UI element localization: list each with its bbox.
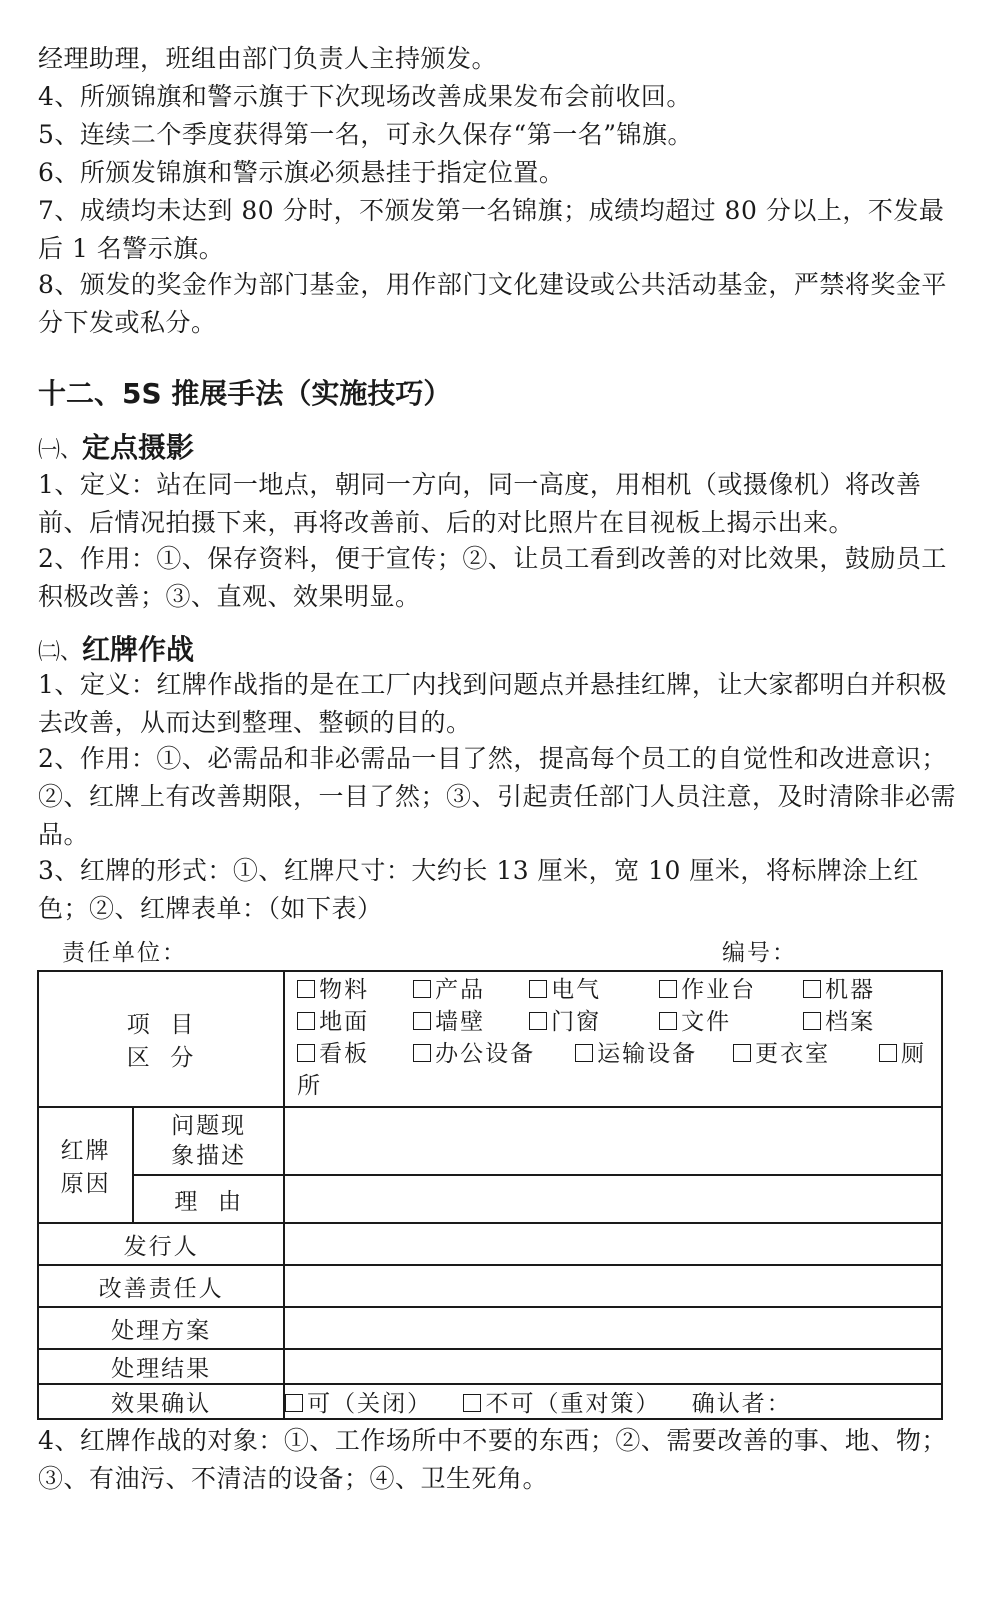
reason-label-line1: 红牌 [60,1138,111,1164]
checkbox-icon [529,1012,547,1030]
subsection-number: ㈠、 [38,438,83,463]
problem-label-line2: 象描述 [171,1143,247,1169]
form-row-problem [38,1107,942,1175]
effect-ng-label: 不可（重对策） [485,1391,661,1417]
effect-ok-option[interactable] [285,1391,432,1417]
red-tag-format: 3、红牌的形式：①、红牌尺寸：大约长 13 厘米，宽 10 厘米，将标牌涂上红色；②、红牌表单：（如下表） [38,856,919,923]
category-option-label: 产品 [435,977,486,1003]
category-option-label: 文件 [681,1009,732,1035]
checkbox-icon [285,1394,303,1412]
category-option[interactable] [803,974,875,1006]
form-row-effect [38,1384,942,1419]
effect-ng-option[interactable] [463,1391,660,1417]
category-option-label: 电气 [551,977,602,1003]
reason-label-cell [38,1107,133,1223]
category-option[interactable] [297,1006,413,1038]
checkbox-icon [659,980,677,998]
category-option-label: 档案 [825,1009,876,1035]
category-option-label: 办公设备 [435,1041,536,1067]
checkbox-icon [297,1012,315,1030]
checkbox-icon [297,1044,315,1062]
reason-label-line2: 原因 [60,1171,111,1197]
category-option[interactable] [413,1006,529,1038]
plan-input-cell[interactable] [284,1307,942,1349]
category-options-cell [284,971,942,1107]
checkbox-icon [879,1044,897,1062]
form-row-result [38,1349,942,1384]
category-label-cell [38,971,284,1107]
category-option[interactable] [297,1038,413,1070]
category-option[interactable] [413,974,529,1006]
rule-item-6: 6、所颁发锦旗和警示旗必须悬挂于指定位置。 [38,158,565,187]
problem-label-cell [133,1107,284,1175]
effect-ok-label: 可（关闭） [307,1391,433,1417]
checkbox-icon [803,1012,821,1030]
category-option-label: 物料 [319,977,370,1003]
checkbox-icon [413,980,431,998]
category-option[interactable] [733,1038,879,1070]
red-tag-targets: 4、红牌作战的对象：①、工作场所中不要的东西；②、需要改善的事、地、物；③、有油污、不清洁的设备；④、卫生死角。 [38,1426,947,1493]
rule-item-5: 5、连续二个季度获得第一名，可永久保存“第一名”锦旗。 [38,120,693,149]
checkbox-icon [413,1044,431,1062]
checkbox-icon [803,980,821,998]
category-option[interactable] [659,974,803,1006]
category-option-tail: 所 [297,1073,323,1099]
form-row-plan [38,1307,942,1349]
category-option[interactable] [413,1038,575,1070]
paragraph-continued: 经理助理，班组由部门负责人主持颁发。 [38,44,498,73]
result-label: 处理结果 [38,1349,284,1384]
category-option[interactable] [529,1006,659,1038]
category-option-label: 墙壁 [435,1009,486,1035]
fixed-photo-definition: 1、定义：站在同一地点，朝同一方向，同一高度，用相机（或摄像机）将改善前、后情况拍摄下来，再将改善前、后的对比照片在目视板上揭示出来。 [38,470,922,537]
problem-label-line1: 问题现 [171,1113,247,1139]
category-option-label: 作业台 [681,977,757,1003]
form-row-category [38,971,942,1107]
form-row-reason [38,1175,942,1223]
category-option[interactable] [659,1006,803,1038]
category-option-label: 门窗 [551,1009,602,1035]
subsection-label: 红牌作战 [82,633,195,666]
category-option[interactable] [575,1038,733,1070]
fixed-photo-function: 2、作用：①、保存资料，便于宣传；②、让员工看到改善的对比效果，鼓励员工积极改善；③、直观、效果明显。 [38,544,947,611]
category-option-label: 厕 [901,1041,927,1067]
plan-label: 处理方案 [38,1307,284,1349]
category-label-line2: 区 分 [126,1045,196,1071]
category-option-label: 看板 [319,1041,370,1067]
category-option[interactable] [879,1038,926,1070]
problem-input-cell[interactable] [284,1107,942,1175]
checkbox-icon [733,1044,751,1062]
category-option[interactable] [297,974,413,1006]
red-tag-form [37,970,943,1420]
reason-input-cell[interactable] [284,1175,942,1223]
form-number-label: 编号： [722,940,797,966]
rule-item-8: 8、颁发的奖金作为部门基金，用作部门文化建设或公共活动基金，严禁将奖金平分下发或私分。 [38,270,947,337]
result-input-cell[interactable] [284,1349,942,1384]
red-tag-function: 2、作用：①、必需品和非必需品一目了然，提高每个员工的自觉性和改进意识；②、红牌上有改善期限，一目了然；③、引起责任部门人员注意，及时清除非必需品。 [38,744,957,849]
rule-item-7: 7、成绩均未达到 80 分时，不颁发第一名锦旗；成绩均超过 80 分以上，不发最后 1 名警示旗。 [38,196,945,263]
subsection-number: ㈡、 [38,640,83,665]
category-option-label: 机器 [825,977,876,1003]
issuer-label: 发行人 [38,1223,284,1265]
category-label-line1: 项 目 [126,1012,196,1038]
confirmer-label: 确认者： [691,1391,792,1417]
issuer-input-cell[interactable] [284,1223,942,1265]
category-option-label: 地面 [319,1009,370,1035]
checkbox-icon [659,1012,677,1030]
subsection-title-red-tag [38,628,194,668]
subsection-title-fixed-photo [38,426,194,466]
category-option[interactable] [529,974,659,1006]
category-option[interactable] [803,1006,875,1038]
section-title: 十二、5S 推展手法（实施技巧） [38,377,452,410]
form-unit-label: 责任单位： [62,940,187,966]
reason-item-label: 理 由 [133,1175,284,1223]
effect-options-cell [284,1384,942,1419]
red-tag-definition: 1、定义：红牌作战指的是在工厂内找到问题点并悬挂红牌，让大家都明白并积极去改善，从而达到整理、整顿的目的。 [38,670,947,737]
form-row-responsible [38,1265,942,1307]
checkbox-icon [529,980,547,998]
category-option-label: 更衣室 [755,1041,831,1067]
checkbox-icon [463,1394,481,1412]
checkbox-icon [297,980,315,998]
subsection-label: 定点摄影 [82,431,195,464]
effect-label: 效果确认 [38,1384,284,1419]
category-option-label: 运输设备 [597,1041,698,1067]
rule-item-4: 4、所颁锦旗和警示旗于下次现场改善成果发布会前收回。 [38,82,692,111]
responsible-input-cell[interactable] [284,1265,942,1307]
responsible-label: 改善责任人 [38,1265,284,1307]
checkbox-icon [575,1044,593,1062]
checkbox-icon [413,1012,431,1030]
form-row-issuer [38,1223,942,1265]
